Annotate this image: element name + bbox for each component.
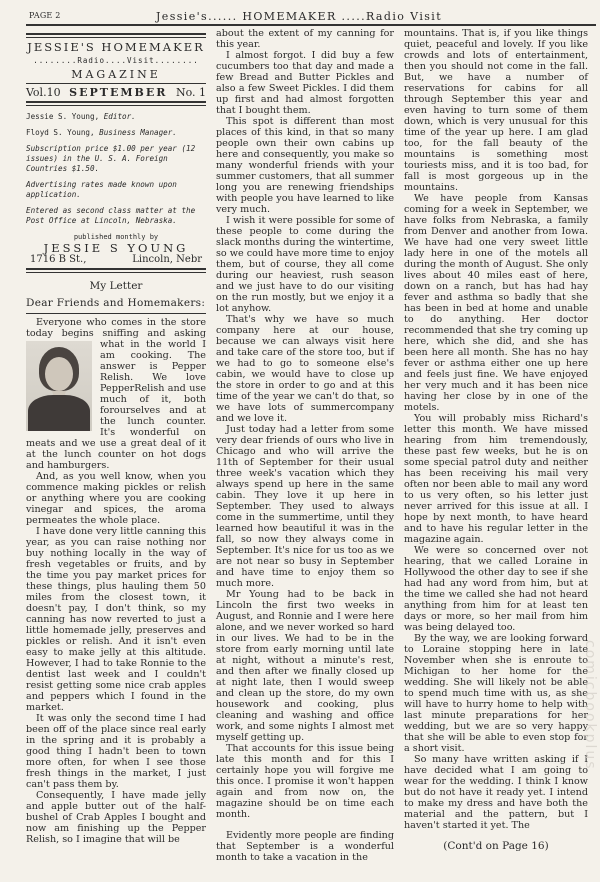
running-title: Jessie's...... HOMEMAKER .....Radio Visit bbox=[156, 10, 443, 23]
section-rule bbox=[26, 268, 206, 273]
paragraph: I have done very little canning this year, as you can raise nothing nor buy nothing locally in the way of fresh vegetables or fruits, and by the time you pay market prices for these things, plus hauling them 50 miles from the closest town, it doesn't pay, I don't think, so my canning has now reverted to just a little homemade jelly, preserves and pickles or relish. And it isn't even easy to make jelly at this altitude. However, I had to take Ronnie to the dentist last week and I couldn't resist getting some nice crab apples and peppers which I found in the market. bbox=[26, 526, 206, 713]
paragraph: Just today had a letter from some very dear friends of ours who live in Chicago and who will arrive the 11th of September for their usual three week's vacation which they always spend up here in the same cabin. They love it up here in September. They used to always come in the summertime, until they learned how beautiful it was in the fall, so now they always come in September. It's nice for us too as we are not near so busy in September and have time to enjoy them so much more. bbox=[216, 424, 394, 589]
masthead-magazine: MAGAZINE bbox=[71, 68, 161, 81]
editor-line: Jessie S. Young, Editor. bbox=[26, 112, 136, 121]
page-number: PAGE 2 bbox=[29, 11, 61, 20]
paragraph: And, as you well know, when you commence making pickles or relish or anything where you are cooking vinegar and spices, the aroma permeates the whole place. bbox=[26, 471, 206, 526]
publisher-name: JESSIE S YOUNG bbox=[43, 241, 189, 255]
paragraph: Mr Young had to be back in Lincoln the first two weeks in August, and Ronnie and I were here alone, and we never worked so hard in our lives. We had to be in the store from early morning until late at night, without a minute's rest, and then after we finally closed up at night late, then I would sweep and clean up the store, do my own housework and cooking, plus cleaning and washing and office work, and some nights I almost met myself getting up. bbox=[216, 589, 394, 743]
salutation: Dear Friends and Homemakers: bbox=[26, 297, 206, 309]
paragraph: This spot is different than most places of this kind, in that so many people own their own cabins up here and consequently, you make so many wonderful friends with your summer customers, that all summer long you are renewing friendships with people you have learned to like very much. bbox=[216, 116, 394, 215]
column-2 bbox=[216, 28, 394, 863]
paragraph: Consequently, I have made jelly and apple butter out of the half-bushel of Crab Apples I bought and now am finishing up the Pepper Relish, so I imagine that will be bbox=[26, 790, 206, 845]
photo-face bbox=[45, 357, 73, 391]
issue-line bbox=[26, 87, 206, 98]
section-title: My Letter bbox=[89, 280, 143, 292]
page-header bbox=[26, 10, 586, 24]
published-by: published monthly by bbox=[73, 233, 159, 241]
paragraph: I wish it were possible for some of these people to come during the slack months during the wintertime, so we could have more time to enjoy them, but of course, they all come during our heaviest, rush season and we just have to do our visiting on the run mostly, but we enjoy it a lot anyhow. bbox=[216, 215, 394, 314]
masthead-rule-bottom bbox=[26, 101, 206, 106]
watermark: comicbookplus bbox=[582, 640, 598, 771]
letter-text-col1 bbox=[26, 317, 206, 845]
column-3 bbox=[404, 28, 588, 852]
subscription-info: Subscription price $1.00 per year (12 issues) in the U. S. A. Foreign Countries $1.50. bbox=[26, 144, 196, 173]
paragraph: So many have written asking if I have decided what I am going to wear for the wedding. I think I know but do not have it ready yet. I intend to make my dress and have both the material and the pattern, but I haven't started it yet. The bbox=[404, 754, 588, 831]
paragraph: You will probably miss Richard's letter this month. We have missed hearing from him tremendously, these past few weeks, but he is on some special patrol duty and neither has been receiving his mail very often nor been able to mail any word to us very often, so his letter just never arrived for this issue at all. I hope by next month, to have heard and to have his regular letter in the magazine again. bbox=[404, 413, 588, 545]
column-1 bbox=[26, 30, 206, 845]
continued-notice: (Cont'd on Page 16) bbox=[443, 840, 549, 852]
paragraph: Everyone who comes in the store today begins sniffing and asking what in the world I am cooking. The answer is Pepper Relish. We love PepperRelish and use much of it, both forourselves and at the lunch counter. It's wonderful on meats and we use a great deal of it at the lunch counter on hot dogs and hamburgers. bbox=[26, 317, 206, 471]
paragraph: about the extent of my canning for this year. bbox=[216, 28, 394, 50]
paragraph: I almost forgot. I did buy a few cucumbers too that day and made a few Bread and Butter Pickles and also a few Sweet Pickles. I did them up first and had almost forgotten that I bought them. bbox=[216, 50, 394, 116]
issue-number: No. 1 bbox=[175, 86, 206, 99]
publisher-address: 1716 B St., Lincoln, Nebr bbox=[30, 254, 202, 265]
paragraph: That's why we have so much company here at our house, because we can always visit here and take care of the store too, but if we had to go to someone else's cabin, we would have to close up the store in order to go and at this time of the year we can't do that, so we have lots of summercompany and we love it. bbox=[216, 314, 394, 424]
paragraph: We have people from Kansas coming for a week in September, we have folks from Nebraska, a family from Denver and another from Iowa. We have had one very sweet little lady here in one of the motels all during the month of August. She only lives about 40 miles east of here, down on a ranch, but has had hay fever and asthma so badly that she has been in bed at home and unable to do anything. Her doctor recommended that she try coming up here, which she did, and she has been here all month. She has no hay fever or asthma either one up here and feels just fine. We have enjoyed her very much and it has been nice having her close by in one of the motels. bbox=[404, 193, 588, 413]
paragraph: mountains. That is, if you like things quiet, peaceful and lovely. If you like crowds and lots of entertainment, then you should not come in the fall. But, we have a number of reservations for cabins for all through September this year and even having to turn some of them down, which is very unusual for this time of the year up here. I am glad too, for the fall beauty of the mountains is something most touriests miss, and it is too bad, for fall is most gorgeous up in the mountains. bbox=[404, 28, 588, 193]
paragraph: We were so concerned over not hearing, that we called Loraine in Hollywood the other day to see if she had had any word from him, but at the time we called she had not heard anything from him for at least ten days or more, so her mail from him was being delayed too. bbox=[404, 545, 588, 633]
paragraph: Evidently more people are finding that September is a wonderful month to take a vacation in the bbox=[216, 830, 394, 863]
portrait-photo bbox=[26, 341, 92, 431]
masthead-rule-top bbox=[26, 33, 206, 38]
advertising-info: Advertising rates made known upon application. bbox=[26, 180, 177, 199]
header-rule bbox=[26, 24, 596, 26]
staff-info bbox=[26, 112, 206, 226]
postal-entry: Entered as second class matter at the Post Office at Lincoln, Nebraska. bbox=[26, 206, 196, 225]
salutation-rule bbox=[26, 313, 206, 314]
issue-month: SEPTEMBER bbox=[69, 86, 168, 99]
masthead-subtitle: ........Radio....Visit........ bbox=[33, 56, 199, 65]
masthead-rule bbox=[26, 83, 206, 84]
volume: Vol.10 bbox=[26, 86, 61, 99]
paragraph: That accounts for this issue being late this month and for this I certainly hope you will forgive me this once. I promise it won't happen again and from now on, the magazine should be on time each month. bbox=[216, 743, 394, 820]
manager-line: Floyd S. Young, Business Manager. bbox=[26, 128, 177, 137]
masthead-title: JESSIE'S HOMEMAKER bbox=[27, 40, 205, 54]
paragraph: By the way, we are looking forward to Loraine stopping here in late November when she is enroute to Michigan to her home for the wedding. She will likely not be able to spend much time with us, as she will have to hurry home to help with last minute preparations for her wedding, but we are so very happy that she will be able to even stop for a short visit. bbox=[404, 633, 588, 754]
photo-body bbox=[28, 395, 90, 431]
paragraph: It was only the second time I had been off of the place since real early in the spring and it is probably a good thing I hadn't been to town more often, for when I see those fresh things in the market, I just can't pass them by. bbox=[26, 713, 206, 790]
masthead bbox=[26, 33, 206, 106]
